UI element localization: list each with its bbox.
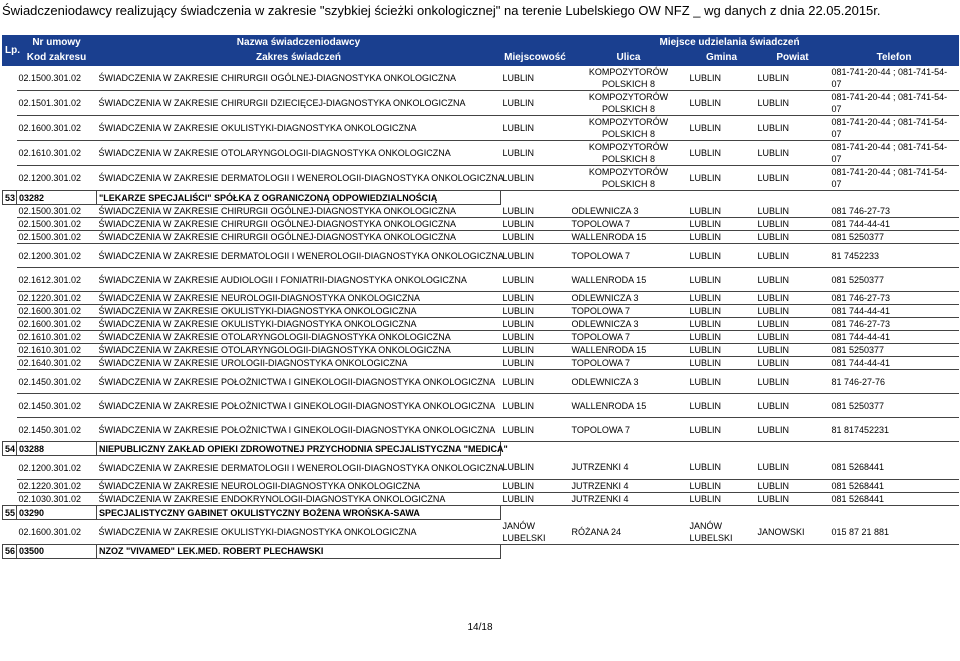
- cell-telefon: 081-741-20-44 ; 081-741-54-07: [830, 66, 959, 91]
- cell-ulica: JUTRZENKI 4: [570, 480, 688, 493]
- cell-powiat: LUBLIN: [756, 480, 830, 493]
- cell-telefon: 081-741-20-44 ; 081-741-54-07: [830, 166, 959, 191]
- cell-gmina: LUBLIN: [688, 231, 756, 244]
- cell-miejscowosc: LUBLIN: [501, 331, 570, 344]
- cell-ulica: KOMPOZYTORÓW POLSKICH 8: [570, 166, 688, 191]
- cell-gmina: LUBLIN: [688, 141, 756, 166]
- provider-row: [3, 442, 959, 456]
- cell-gmina: LUBLIN: [688, 344, 756, 357]
- header-miejscowosc: Miejscowość: [501, 51, 570, 66]
- cell-zakres: ŚWIADCZENIA W ZAKRESIE POŁOŻNICTWA I GINEKOLOGII-DIAGNOSTYKA ONKOLOGICZNA: [97, 394, 501, 418]
- cell-gmina: LUBLIN: [688, 370, 756, 394]
- service-lp-cell: [3, 394, 17, 418]
- service-row: [3, 370, 959, 394]
- service-lp-cell: [3, 292, 17, 305]
- cell-kod: 02.1600.301.02: [17, 318, 97, 331]
- cell-telefon: 081 5250377: [830, 231, 959, 244]
- service-row: [3, 218, 959, 231]
- service-lp-cell: [3, 480, 17, 493]
- cell-miejscowosc: LUBLIN: [501, 116, 570, 141]
- cell-kod: 02.1501.301.02: [17, 91, 97, 116]
- service-lp-cell: [3, 318, 17, 331]
- cell-kod: 02.1610.301.02: [17, 344, 97, 357]
- cell-kod: 02.1220.301.02: [17, 292, 97, 305]
- page-number: 14/18: [467, 622, 493, 633]
- cell-kod: 02.1450.301.02: [17, 418, 97, 442]
- cell-powiat: LUBLIN: [756, 205, 830, 218]
- cell-telefon: 81 7452233: [830, 244, 959, 268]
- cell-kod: 02.1640.301.02: [17, 357, 97, 370]
- cell-ulica: KOMPOZYTORÓW POLSKICH 8: [570, 66, 688, 91]
- header-ulica: Ulica: [570, 51, 688, 66]
- cell-zakres: ŚWIADCZENIA W ZAKRESIE DERMATOLOGII I WENEROLOGII-DIAGNOSTYKA ONKOLOGICZNA: [97, 456, 501, 480]
- cell-ulica: WALLENRODA 15: [570, 344, 688, 357]
- cell-kod: 02.1450.301.02: [17, 370, 97, 394]
- cell-telefon: 081-741-20-44 ; 081-741-54-07: [830, 141, 959, 166]
- provider-name: SPECJALISTYCZNY GABINET OKULISTYCZNY BOŻENA WROŃSKA-SAWA: [97, 506, 501, 520]
- cell-gmina: LUBLIN: [688, 456, 756, 480]
- cell-kod: 02.1200.301.02: [17, 166, 97, 191]
- cell-powiat: LUBLIN: [756, 357, 830, 370]
- table-body: [3, 66, 959, 559]
- cell-telefon: 081 5268441: [830, 480, 959, 493]
- cell-ulica: JUTRZENKI 4: [570, 493, 688, 506]
- cell-zakres: ŚWIADCZENIA W ZAKRESIE CHIRURGII OGÓLNEJ-DIAGNOSTYKA ONKOLOGICZNA: [97, 218, 501, 231]
- cell-zakres: ŚWIADCZENIA W ZAKRESIE CHIRURGII DZIECIĘCEJ-DIAGNOSTYKA ONKOLOGICZNA: [97, 91, 501, 116]
- service-row: [3, 331, 959, 344]
- provider-name: NZOZ "VIVAMED" LEK.MED. ROBERT PLECHAWSKI: [97, 544, 501, 558]
- cell-gmina: LUBLIN: [688, 331, 756, 344]
- cell-telefon: 081 5250377: [830, 344, 959, 357]
- cell-powiat: LUBLIN: [756, 166, 830, 191]
- provider-empty-cell: [501, 544, 959, 558]
- cell-gmina: LUBLIN: [688, 66, 756, 91]
- cell-miejscowosc: LUBLIN: [501, 244, 570, 268]
- service-lp-cell: [3, 456, 17, 480]
- cell-powiat: LUBLIN: [756, 218, 830, 231]
- cell-telefon: 81 817452231: [830, 418, 959, 442]
- cell-powiat: LUBLIN: [756, 493, 830, 506]
- cell-telefon: 081 746-27-73: [830, 318, 959, 331]
- cell-zakres: ŚWIADCZENIA W ZAKRESIE ENDOKRYNOLOGII-DIAGNOSTYKA ONKOLOGICZNA: [97, 493, 501, 506]
- service-lp-cell: [3, 418, 17, 442]
- cell-zakres: ŚWIADCZENIA W ZAKRESIE POŁOŻNICTWA I GINEKOLOGII-DIAGNOSTYKA ONKOLOGICZNA: [97, 370, 501, 394]
- cell-kod: 02.1200.301.02: [17, 244, 97, 268]
- cell-ulica: TOPOLOWA 7: [570, 218, 688, 231]
- cell-powiat: LUBLIN: [756, 418, 830, 442]
- cell-miejscowosc: LUBLIN: [501, 141, 570, 166]
- cell-gmina: LUBLIN: [688, 493, 756, 506]
- provider-empty-cell: [501, 442, 959, 456]
- cell-gmina: LUBLIN: [688, 205, 756, 218]
- cell-miejscowosc: LUBLIN: [501, 205, 570, 218]
- service-row: [3, 116, 959, 141]
- cell-kod: 02.1500.301.02: [17, 66, 97, 91]
- provider-lp: 55: [3, 506, 17, 520]
- cell-zakres: ŚWIADCZENIA W ZAKRESIE NEUROLOGII-DIAGNOSTYKA ONKOLOGICZNA: [97, 480, 501, 493]
- cell-telefon: 015 87 21 881: [830, 520, 959, 545]
- service-lp-cell: [3, 370, 17, 394]
- cell-ulica: WALLENRODA 15: [570, 231, 688, 244]
- header-gmina: Gmina: [688, 51, 756, 66]
- cell-powiat: LUBLIN: [756, 141, 830, 166]
- header-powiat: Powiat: [756, 51, 830, 66]
- cell-zakres: ŚWIADCZENIA W ZAKRESIE OKULISTYKI-DIAGNOSTYKA ONKOLOGICZNA: [97, 520, 501, 545]
- cell-zakres: ŚWIADCZENIA W ZAKRESIE AUDIOLOGII I FONIATRII-DIAGNOSTYKA ONKOLOGICZNA: [97, 268, 501, 292]
- cell-telefon: 081 744-44-41: [830, 305, 959, 318]
- provider-row: [3, 506, 959, 520]
- service-row: [3, 205, 959, 218]
- cell-gmina: LUBLIN: [688, 91, 756, 116]
- cell-miejscowosc: LUBLIN: [501, 166, 570, 191]
- cell-powiat: LUBLIN: [756, 344, 830, 357]
- cell-zakres: ŚWIADCZENIA W ZAKRESIE OTOLARYNGOLOGII-DIAGNOSTYKA ONKOLOGICZNA: [97, 344, 501, 357]
- service-row: [3, 480, 959, 493]
- cell-kod: 02.1610.301.02: [17, 141, 97, 166]
- cell-gmina: LUBLIN: [688, 116, 756, 141]
- cell-kod: 02.1612.301.02: [17, 268, 97, 292]
- providers-table: [2, 35, 959, 559]
- cell-kod: 02.1500.301.02: [17, 205, 97, 218]
- service-lp-cell: [3, 91, 17, 116]
- cell-zakres: ŚWIADCZENIA W ZAKRESIE POŁOŻNICTWA I GINEKOLOGII-DIAGNOSTYKA ONKOLOGICZNA: [97, 418, 501, 442]
- cell-gmina: JANÓW LUBELSKI: [688, 520, 756, 545]
- cell-telefon: 081-741-20-44 ; 081-741-54-07: [830, 91, 959, 116]
- cell-kod: 02.1030.301.02: [17, 493, 97, 506]
- cell-kod: 02.1500.301.02: [17, 218, 97, 231]
- provider-lp: 56: [3, 544, 17, 558]
- cell-ulica: WALLENRODA 15: [570, 394, 688, 418]
- cell-telefon: 81 746-27-76: [830, 370, 959, 394]
- cell-powiat: LUBLIN: [756, 91, 830, 116]
- cell-ulica: TOPOLOWA 7: [570, 305, 688, 318]
- cell-ulica: KOMPOZYTORÓW POLSKICH 8: [570, 116, 688, 141]
- provider-nr-umowy: 03288: [17, 442, 97, 456]
- cell-miejscowosc: LUBLIN: [501, 305, 570, 318]
- provider-lp: 54: [3, 442, 17, 456]
- service-lp-cell: [3, 357, 17, 370]
- cell-ulica: KOMPOZYTORÓW POLSKICH 8: [570, 91, 688, 116]
- cell-gmina: LUBLIN: [688, 480, 756, 493]
- cell-powiat: LUBLIN: [756, 394, 830, 418]
- cell-ulica: JUTRZENKI 4: [570, 456, 688, 480]
- service-row: [3, 493, 959, 506]
- cell-zakres: ŚWIADCZENIA W ZAKRESIE OKULISTYKI-DIAGNOSTYKA ONKOLOGICZNA: [97, 318, 501, 331]
- service-lp-cell: [3, 141, 17, 166]
- cell-telefon: 081 5268441: [830, 493, 959, 506]
- provider-name: NIEPUBLICZNY ZAKŁAD OPIEKI ZDROWOTNEJ PRZYCHODNIA SPECJALISTYCZNA "MEDICA": [97, 442, 501, 456]
- cell-gmina: LUBLIN: [688, 418, 756, 442]
- service-row: [3, 231, 959, 244]
- cell-miejscowosc: LUBLIN: [501, 418, 570, 442]
- service-lp-cell: [3, 166, 17, 191]
- cell-powiat: LUBLIN: [756, 370, 830, 394]
- cell-kod: 02.1220.301.02: [17, 480, 97, 493]
- cell-miejscowosc: LUBLIN: [501, 456, 570, 480]
- cell-telefon: 081 746-27-73: [830, 292, 959, 305]
- service-row: [3, 357, 959, 370]
- cell-ulica: RÓŻANA 24: [570, 520, 688, 545]
- cell-kod: 02.1500.301.02: [17, 231, 97, 244]
- service-row: [3, 394, 959, 418]
- cell-miejscowosc: LUBLIN: [501, 318, 570, 331]
- cell-ulica: TOPOLOWA 7: [570, 357, 688, 370]
- cell-powiat: LUBLIN: [756, 456, 830, 480]
- cell-powiat: LUBLIN: [756, 66, 830, 91]
- cell-powiat: LUBLIN: [756, 231, 830, 244]
- cell-ulica: ODLEWNICZA 3: [570, 205, 688, 218]
- cell-zakres: ŚWIADCZENIA W ZAKRESIE OTOLARYNGOLOGII-DIAGNOSTYKA ONKOLOGICZNA: [97, 141, 501, 166]
- service-row: [3, 456, 959, 480]
- cell-miejscowosc: LUBLIN: [501, 66, 570, 91]
- cell-gmina: LUBLIN: [688, 305, 756, 318]
- cell-zakres: ŚWIADCZENIA W ZAKRESIE NEUROLOGII-DIAGNOSTYKA ONKOLOGICZNA: [97, 292, 501, 305]
- cell-kod: 02.1600.301.02: [17, 305, 97, 318]
- cell-powiat: LUBLIN: [756, 305, 830, 318]
- service-lp-cell: [3, 268, 17, 292]
- service-row: [3, 418, 959, 442]
- service-row: [3, 91, 959, 116]
- cell-gmina: LUBLIN: [688, 394, 756, 418]
- service-lp-cell: [3, 331, 17, 344]
- service-lp-cell: [3, 344, 17, 357]
- cell-miejscowosc: LUBLIN: [501, 370, 570, 394]
- cell-miejscowosc: LUBLIN: [501, 218, 570, 231]
- cell-zakres: ŚWIADCZENIA W ZAKRESIE OTOLARYNGOLOGII-DIAGNOSTYKA ONKOLOGICZNA: [97, 331, 501, 344]
- cell-kod: 02.1610.301.02: [17, 331, 97, 344]
- cell-ulica: KOMPOZYTORÓW POLSKICH 8: [570, 141, 688, 166]
- cell-miejscowosc: LUBLIN: [501, 91, 570, 116]
- service-row: [3, 520, 959, 545]
- cell-telefon: 081 5250377: [830, 394, 959, 418]
- service-row: [3, 344, 959, 357]
- cell-ulica: ODLEWNICZA 3: [570, 370, 688, 394]
- cell-kod: 02.1450.301.02: [17, 394, 97, 418]
- cell-telefon: 081 744-44-41: [830, 218, 959, 231]
- cell-zakres: ŚWIADCZENIA W ZAKRESIE CHIRURGII OGÓLNEJ-DIAGNOSTYKA ONKOLOGICZNA: [97, 66, 501, 91]
- service-row: [3, 305, 959, 318]
- cell-ulica: ODLEWNICZA 3: [570, 292, 688, 305]
- cell-kod: 02.1600.301.02: [17, 116, 97, 141]
- service-lp-cell: [3, 66, 17, 91]
- header-zakres: Zakres świadczeń: [97, 51, 501, 66]
- provider-nr-umowy: 03500: [17, 544, 97, 558]
- cell-ulica: WALLENRODA 15: [570, 268, 688, 292]
- header-miejsce: Miejsce udzielania świadczeń: [501, 36, 959, 51]
- cell-gmina: LUBLIN: [688, 218, 756, 231]
- cell-miejscowosc: LUBLIN: [501, 231, 570, 244]
- cell-zakres: ŚWIADCZENIA W ZAKRESIE CHIRURGII OGÓLNEJ-DIAGNOSTYKA ONKOLOGICZNA: [97, 231, 501, 244]
- table-header: [3, 36, 959, 66]
- cell-zakres: ŚWIADCZENIA W ZAKRESIE CHIRURGII OGÓLNEJ-DIAGNOSTYKA ONKOLOGICZNA: [97, 205, 501, 218]
- cell-zakres: ŚWIADCZENIA W ZAKRESIE OKULISTYKI-DIAGNOSTYKA ONKOLOGICZNA: [97, 116, 501, 141]
- cell-powiat: LUBLIN: [756, 116, 830, 141]
- service-lp-cell: [3, 305, 17, 318]
- service-lp-cell: [3, 244, 17, 268]
- cell-ulica: TOPOLOWA 7: [570, 418, 688, 442]
- cell-gmina: LUBLIN: [688, 318, 756, 331]
- provider-lp: 53: [3, 191, 17, 205]
- cell-miejscowosc: LUBLIN: [501, 394, 570, 418]
- service-lp-cell: [3, 205, 17, 218]
- provider-empty-cell: [501, 191, 959, 205]
- cell-powiat: LUBLIN: [756, 331, 830, 344]
- cell-telefon: 081-741-20-44 ; 081-741-54-07: [830, 116, 959, 141]
- service-lp-cell: [3, 520, 17, 545]
- document-title: Świadczeniodawcy realizujący świadczenia w zakresie "szybkiej ścieżki onkologicznej" na terenie Lubelskiego OW NFZ _ wg danych z dnia 22.05.2015r.: [2, 3, 881, 18]
- service-row: [3, 166, 959, 191]
- cell-gmina: LUBLIN: [688, 244, 756, 268]
- service-row: [3, 268, 959, 292]
- cell-kod: 02.1600.301.02: [17, 520, 97, 545]
- service-row: [3, 318, 959, 331]
- header-nr-umowy: Nr umowy: [17, 36, 97, 51]
- provider-row: [3, 191, 959, 205]
- cell-kod: 02.1200.301.02: [17, 456, 97, 480]
- cell-zakres: ŚWIADCZENIA W ZAKRESIE DERMATOLOGII I WENEROLOGII-DIAGNOSTYKA ONKOLOGICZNA: [97, 244, 501, 268]
- cell-miejscowosc: LUBLIN: [501, 480, 570, 493]
- cell-miejscowosc: LUBLIN: [501, 357, 570, 370]
- cell-powiat: LUBLIN: [756, 268, 830, 292]
- cell-gmina: LUBLIN: [688, 166, 756, 191]
- header-lp: Lp.: [3, 36, 17, 66]
- cell-telefon: 081 744-44-41: [830, 357, 959, 370]
- cell-powiat: LUBLIN: [756, 318, 830, 331]
- cell-telefon: 081 744-44-41: [830, 331, 959, 344]
- cell-zakres: ŚWIADCZENIA W ZAKRESIE DERMATOLOGII I WENEROLOGII-DIAGNOSTYKA ONKOLOGICZNA: [97, 166, 501, 191]
- cell-ulica: TOPOLOWA 7: [570, 331, 688, 344]
- cell-zakres: ŚWIADCZENIA W ZAKRESIE OKULISTYKI-DIAGNOSTYKA ONKOLOGICZNA: [97, 305, 501, 318]
- provider-empty-cell: [501, 506, 959, 520]
- provider-name: "LEKARZE SPECJALIŚCI" SPÓŁKA Z OGRANICZONĄ ODPOWIEDZIALNOŚCIĄ: [97, 191, 501, 205]
- header-nazwa: Nazwa świadczeniodawcy: [97, 36, 501, 51]
- cell-zakres: ŚWIADCZENIA W ZAKRESIE UROLOGII-DIAGNOSTYKA ONKOLOGICZNA: [97, 357, 501, 370]
- provider-nr-umowy: 03290: [17, 506, 97, 520]
- cell-miejscowosc: LUBLIN: [501, 292, 570, 305]
- cell-telefon: 081 746-27-73: [830, 205, 959, 218]
- header-kod-zakresu: Kod zakresu: [17, 51, 97, 66]
- cell-gmina: LUBLIN: [688, 268, 756, 292]
- service-row: [3, 292, 959, 305]
- cell-miejscowosc: LUBLIN: [501, 493, 570, 506]
- cell-powiat: LUBLIN: [756, 244, 830, 268]
- cell-ulica: TOPOLOWA 7: [570, 244, 688, 268]
- provider-row: [3, 544, 959, 558]
- cell-gmina: LUBLIN: [688, 357, 756, 370]
- cell-ulica: ODLEWNICZA 3: [570, 318, 688, 331]
- service-lp-cell: [3, 116, 17, 141]
- service-row: [3, 66, 959, 91]
- cell-miejscowosc: LUBLIN: [501, 344, 570, 357]
- cell-gmina: LUBLIN: [688, 292, 756, 305]
- provider-nr-umowy: 03282: [17, 191, 97, 205]
- service-row: [3, 244, 959, 268]
- cell-telefon: 081 5250377: [830, 268, 959, 292]
- service-lp-cell: [3, 218, 17, 231]
- service-row: [3, 141, 959, 166]
- cell-powiat: LUBLIN: [756, 292, 830, 305]
- cell-powiat: JANOWSKI: [756, 520, 830, 545]
- header-telefon: Telefon: [830, 51, 959, 66]
- cell-miejscowosc: JANÓW LUBELSKI: [501, 520, 570, 545]
- cell-telefon: 081 5268441: [830, 456, 959, 480]
- service-lp-cell: [3, 231, 17, 244]
- cell-miejscowosc: LUBLIN: [501, 268, 570, 292]
- service-lp-cell: [3, 493, 17, 506]
